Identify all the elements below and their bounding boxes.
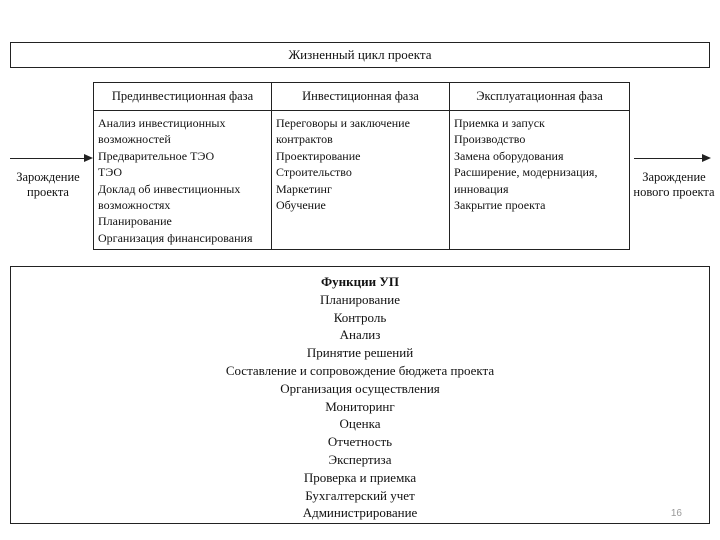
phase-item: Планирование <box>98 214 172 229</box>
phase-item: Обучение <box>276 198 326 213</box>
phase-item: Доклад об инвестиционных возможностях <box>98 181 241 213</box>
project-inception-label: Зарождение проекта <box>16 170 80 199</box>
phase-items <box>94 111 271 246</box>
phase-items <box>450 111 629 213</box>
function-item: Анализ <box>339 327 381 343</box>
phase-item: Проектирование <box>276 148 361 163</box>
function-item: Контроль <box>333 309 387 325</box>
pm-functions-box <box>10 266 710 524</box>
investment-phase-column <box>272 83 450 249</box>
lifecycle-title: Жизненный цикл проекта <box>10 42 710 68</box>
phase-item: Переговоры и заключение контрактов <box>276 116 410 147</box>
right-arrow-head <box>702 154 711 162</box>
operational-phase-column <box>450 83 629 249</box>
phase-header: Инвестиционная фаза <box>272 83 449 111</box>
left-arrow-line <box>10 158 84 159</box>
function-item: Отчетность <box>327 434 393 450</box>
function-item: Проверка и приемка <box>303 469 417 485</box>
phase-items <box>272 111 449 213</box>
phase-header: Эксплуатационная фаза <box>450 83 629 111</box>
phase-item: Организация финансирования <box>98 230 253 245</box>
function-item: Мониторинг <box>325 398 395 414</box>
left-arrow-head <box>84 154 93 162</box>
phase-item: ТЭО <box>98 165 123 180</box>
phase-item: Замена оборудования <box>454 148 564 163</box>
phase-item: Расширение, модернизация, инновация <box>454 165 598 196</box>
function-item: Принятие решений <box>306 345 414 361</box>
function-item: Планирование <box>320 291 400 307</box>
phases-table <box>93 82 630 250</box>
right-arrow-line <box>634 158 702 159</box>
new-project-inception-label: Зарождение нового проекта <box>633 170 715 199</box>
phase-item: Строительство <box>276 165 352 180</box>
functions-title: Функции УП <box>320 274 400 289</box>
function-item: Экспертиза <box>328 451 392 467</box>
function-item: Организация осуществления <box>280 380 440 396</box>
phase-header: Прединвестиционная фаза <box>94 83 271 111</box>
function-item: Составление и сопровождение бюджета проекта <box>225 362 495 378</box>
pre-investment-phase-column <box>94 83 272 249</box>
phase-item: Предварительное ТЭО <box>98 148 215 163</box>
phase-item: Производство <box>454 132 526 147</box>
phase-item: Анализ инвестиционных возможностей <box>98 116 226 147</box>
function-item: Оценка <box>339 416 381 432</box>
page-number: 16 <box>670 508 682 519</box>
phase-item: Приемка и запуск <box>454 116 545 130</box>
phase-item: Маркетинг <box>276 181 332 196</box>
function-item: Бухгалтерский учет <box>305 487 415 503</box>
phase-item: Закрытие проекта <box>454 198 546 213</box>
functions-list <box>11 273 709 522</box>
function-item: Администрирование <box>302 505 418 521</box>
